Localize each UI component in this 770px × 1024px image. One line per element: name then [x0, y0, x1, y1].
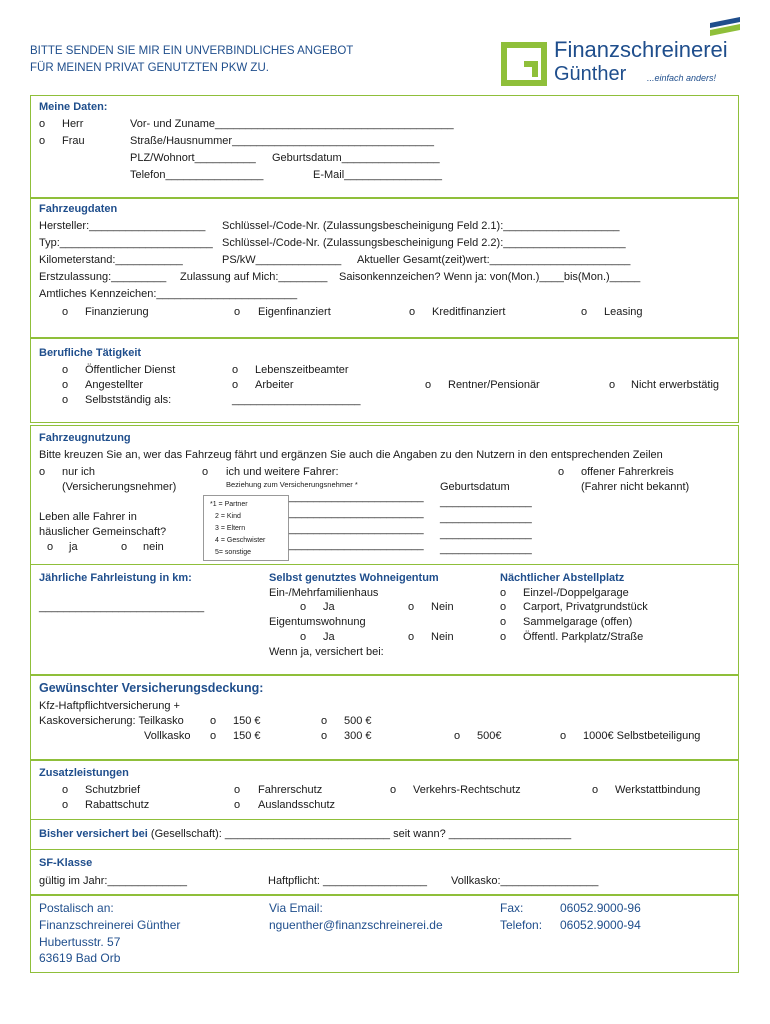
sf-haft-field[interactable]: Haftpflicht: _________________	[268, 875, 428, 887]
fahrleistung-field[interactable]: ___________________________	[39, 601, 205, 613]
tk150-radio[interactable]: o	[210, 715, 217, 727]
offener-radio[interactable]: o	[558, 466, 565, 478]
typ-field[interactable]: Typ:_________________________	[39, 237, 213, 249]
logo-name-2: Günther	[554, 63, 627, 85]
meine-daten-title: Meine Daten:	[39, 101, 108, 113]
strasse-radio[interactable]: o	[500, 631, 507, 643]
sammelgarage-radio[interactable]: o	[500, 616, 507, 628]
email-field[interactable]: E-Mail________________	[313, 169, 443, 181]
rechtschutz-label: Verkehrs-Rechtschutz	[413, 784, 521, 796]
zulassung-mich-field[interactable]: Zulassung auf Mich:________	[180, 271, 328, 283]
eigenfinanziert-label: Eigenfinanziert	[258, 306, 331, 318]
schluessel-2-field[interactable]: Schlüssel-/Code-Nr. (Zulassungsbescheinigung Feld 2.2):____________________	[222, 237, 626, 249]
zusatz-title: Zusatzleistungen	[39, 767, 129, 779]
leasing-radio[interactable]: o	[581, 306, 588, 318]
leben-nein-label: nein	[143, 541, 164, 553]
geburt-line[interactable]: _______________	[440, 512, 532, 524]
auslandsschutz-radio[interactable]: o	[234, 799, 241, 811]
sf-gueltig-field[interactable]: gültig im Jahr:_____________	[39, 875, 188, 887]
etw-ja-label: Ja	[323, 631, 335, 643]
vollkasko-label: Vollkasko	[144, 730, 191, 742]
header-line-2: FÜR MEINEN PRIVAT GENUTZTEN PKW ZU.	[30, 62, 269, 74]
vk300-label: 300 €	[344, 730, 372, 742]
fax-label: Fax:	[500, 901, 524, 915]
oeff-dienst-label: Öffentlicher Dienst	[85, 364, 176, 376]
telefon-field[interactable]: Telefon________________	[130, 169, 264, 181]
sf-kasko-field[interactable]: Vollkasko:________________	[451, 875, 599, 887]
section-sf	[30, 850, 739, 895]
weitere-radio[interactable]: o	[202, 466, 209, 478]
legend-item: 5= sonstige	[215, 549, 251, 556]
kasko-label: Kaskoversicherung: Teilkasko	[39, 715, 184, 727]
beamter-radio[interactable]: o	[232, 364, 239, 376]
etw-nein-radio[interactable]: o	[408, 631, 415, 643]
header-line-1: BITTE SENDEN SIE MIR EIN UNVERBINDLICHES ANGEBOT	[30, 45, 354, 57]
fahrer-line[interactable]: ______________________	[289, 491, 424, 503]
kfz-label: Kfz-Haftpflichtversicherung +	[39, 700, 180, 712]
vk150-label: 150 €	[233, 730, 261, 742]
leasing-label: Leasing	[604, 306, 643, 318]
beziehung-label: Beziehung zum Versicherungsnehmer *	[226, 480, 358, 489]
sb1000-radio[interactable]: o	[560, 730, 567, 742]
bisher-row[interactable]	[39, 828, 571, 840]
deckung-title: Gewünschter Versicherungsdeckung:	[39, 681, 264, 695]
wohneigentum-title: Selbst genutztes Wohneigentum	[269, 572, 439, 584]
werkstatt-radio[interactable]: o	[592, 784, 599, 796]
vk150-radio[interactable]: o	[210, 730, 217, 742]
post-line-1: Finanzschreinerei Günther	[39, 918, 181, 932]
fahrer-line[interactable]: ______________________	[289, 539, 424, 551]
hersteller-field[interactable]: Hersteller:___________________	[39, 220, 206, 232]
kreditfinanziert-radio[interactable]: o	[409, 306, 416, 318]
ps-field[interactable]: PS/kW______________	[222, 254, 342, 266]
plz-field[interactable]: PLZ/Wohnort__________	[130, 152, 256, 164]
offener-label: offener Fahrerkreis	[581, 466, 674, 478]
saison-field[interactable]: Saisonkennzeichen? Wenn ja: von(Mon.)____bis(Mon.)_____	[339, 271, 641, 283]
fahrerschutz-label: Fahrerschutz	[258, 784, 323, 796]
fahrleistung-title: Jährliche Fahrleistung in km:	[39, 572, 192, 584]
logo	[500, 15, 750, 90]
mail-link[interactable]: nguenther@finanzschreinerei.de	[269, 918, 443, 932]
leben-label-1: Leben alle Fahrer in	[39, 511, 137, 523]
name-field[interactable]: Vor- und Zuname_______________________________________	[130, 118, 454, 130]
fahrer-line[interactable]: ______________________	[289, 523, 424, 535]
leben-ja-radio[interactable]: o	[47, 541, 54, 553]
frau-label: Frau	[62, 135, 85, 147]
selbststaendig-radio[interactable]: o	[62, 394, 69, 406]
herr-label: Herr	[62, 118, 84, 130]
sf-title: SF-Klasse	[39, 857, 93, 869]
etw-label: Eigentumswohnung	[269, 616, 366, 628]
sb500-label: 500€	[477, 730, 502, 742]
rabattschutz-radio[interactable]: o	[62, 799, 69, 811]
fahrzeug-title: Fahrzeugdaten	[39, 203, 118, 215]
efh-nein-label: Nein	[431, 601, 454, 613]
selbststaendig-label: Selbstständig als:	[85, 394, 172, 406]
rechtschutz-radio[interactable]: o	[390, 784, 397, 796]
geburt-field[interactable]: Geburtsdatum________________	[272, 152, 440, 164]
oeff-dienst-radio[interactable]: o	[62, 364, 69, 376]
nutzung-intro: Bitte kreuzen Sie an, wer das Fahrzeug fährt und ergänzen Sie auch die Angaben zu den Nutzern in den entsprechenden Zeilen	[39, 449, 663, 461]
fahrerschutz-radio[interactable]: o	[234, 784, 241, 796]
arbeiter-radio[interactable]: o	[232, 379, 239, 391]
rabattschutz-label: Rabattschutz	[85, 799, 150, 811]
vk300-radio[interactable]: o	[321, 730, 328, 742]
bisher-field[interactable]: (Gesellschaft): ___________________________ seit wann? ____________________	[147, 828, 572, 840]
post-line-3: 63619 Bad Orb	[39, 951, 121, 965]
sammelgarage-label: Sammelgarage (offen)	[523, 616, 633, 628]
sb1000-label: 1000€ Selbstbeteiligung	[583, 730, 701, 742]
beziehung-legend	[203, 495, 289, 561]
carport-label: Carport, Privatgrundstück	[523, 601, 648, 613]
geburt-line[interactable]: _______________	[440, 543, 532, 555]
vn-label: (Versicherungsnehmer)	[62, 481, 177, 493]
werkstatt-label: Werkstattbindung	[615, 784, 701, 796]
nicht-erwerbstaetig-radio[interactable]: o	[609, 379, 616, 391]
post-line-2: Hubertusstr. 57	[39, 935, 121, 949]
frau-radio[interactable]: o	[39, 135, 46, 147]
versichert-bei-label: Wenn ja, versichert bei:	[269, 646, 384, 658]
erstzulassung-field[interactable]: Erstzulassung:_________	[39, 271, 167, 283]
schluessel-1-field[interactable]: Schlüssel-/Code-Nr. (Zulassungsbescheinigung Feld 2.1):___________________	[222, 220, 620, 232]
beamter-label: Lebenszeitbeamter	[255, 364, 349, 376]
bisher-label: Bisher versichert bei	[39, 828, 148, 840]
arbeiter-label: Arbeiter	[255, 379, 294, 391]
strasse-label: Öffentl. Parkplatz/Straße	[523, 631, 644, 643]
etw-ja-radio[interactable]: o	[300, 631, 307, 643]
fahrer-line[interactable]: ______________________	[289, 507, 424, 519]
tk500-radio[interactable]: o	[321, 715, 328, 727]
fax-number: 06052.9000-96	[560, 901, 641, 915]
etw-nein-label: Nein	[431, 631, 454, 643]
efh-nein-radio[interactable]: o	[408, 601, 415, 613]
tk500-label: 500 €	[344, 715, 372, 727]
geburt-line[interactable]: _______________	[440, 528, 532, 540]
weitere-label: ich und weitere Fahrer:	[226, 466, 339, 478]
nur-ich-radio[interactable]: o	[39, 466, 46, 478]
leben-ja-label: ja	[69, 541, 78, 553]
leben-label-2: häuslicher Gemeinschaft?	[39, 526, 167, 538]
beruf-title: Berufliche Tätigkeit	[39, 347, 142, 359]
efh-ja-radio[interactable]: o	[300, 601, 307, 613]
legend-item: *1 = Partner	[210, 501, 248, 508]
tel-number: 06052.9000-94	[560, 918, 641, 932]
strasse-field[interactable]: Straße/Hausnummer_________________________________	[130, 135, 434, 147]
unbekannt-label: (Fahrer nicht bekannt)	[581, 481, 690, 493]
schutzbrief-radio[interactable]: o	[62, 784, 69, 796]
legend-item: 3 = Eltern	[215, 525, 246, 532]
legend-item: 2 = Kind	[215, 513, 241, 520]
angestellter-label: Angestellter	[85, 379, 144, 391]
eigenfinanziert-radio[interactable]: o	[234, 306, 241, 318]
wert-field[interactable]: Aktueller Gesamt(zeit)wert:_______________________	[357, 254, 631, 266]
rentner-radio[interactable]: o	[425, 379, 432, 391]
kennzeichen-field[interactable]: Amtliches Kennzeichen:_______________________	[39, 288, 298, 300]
nutzung-title: Fahrzeugnutzung	[39, 432, 131, 444]
schutzbrief-label: Schutzbrief	[85, 784, 141, 796]
efh-ja-label: Ja	[323, 601, 335, 613]
carport-radio[interactable]: o	[500, 601, 507, 613]
auslandsschutz-label: Auslandsschutz	[258, 799, 336, 811]
abstellplatz-title: Nächtlicher Abstellplatz	[500, 572, 625, 584]
legend-item: 4 = Geschwister	[215, 537, 266, 544]
finanzierung-radio[interactable]: o	[62, 306, 69, 318]
efh-label: Ein-/Mehrfamilienhaus	[269, 587, 379, 599]
nicht-erwerbstaetig-label: Nicht erwerbstätig	[631, 379, 720, 391]
rentner-label: Rentner/Pensionär	[448, 379, 540, 391]
kreditfinanziert-label: Kreditfinanziert	[432, 306, 506, 318]
tk150-label: 150 €	[233, 715, 261, 727]
logo-tagline: ...einfach anders!	[647, 73, 717, 83]
km-field[interactable]: Kilometerstand:___________	[39, 254, 183, 266]
geburtsdatum-label: Geburtsdatum	[440, 481, 510, 493]
garage-radio[interactable]: o	[500, 587, 507, 599]
geburt-line[interactable]: _______________	[440, 496, 532, 508]
leben-nein-radio[interactable]: o	[121, 541, 128, 553]
mail-title: Via Email:	[269, 901, 323, 915]
sb500-radio[interactable]: o	[454, 730, 461, 742]
herr-radio[interactable]: o	[39, 118, 46, 130]
logo-name-1: Finanzschreinerei	[554, 37, 728, 62]
finanzierung-label: Finanzierung	[85, 306, 149, 318]
post-title: Postalisch an:	[39, 901, 114, 915]
angestellter-radio[interactable]: o	[62, 379, 69, 391]
selbststaendig-field[interactable]: _____________________	[232, 394, 361, 406]
nur-ich-label: nur ich	[62, 466, 96, 478]
tel-label: Telefon:	[500, 918, 543, 932]
garage-label: Einzel-/Doppelgarage	[523, 587, 629, 599]
